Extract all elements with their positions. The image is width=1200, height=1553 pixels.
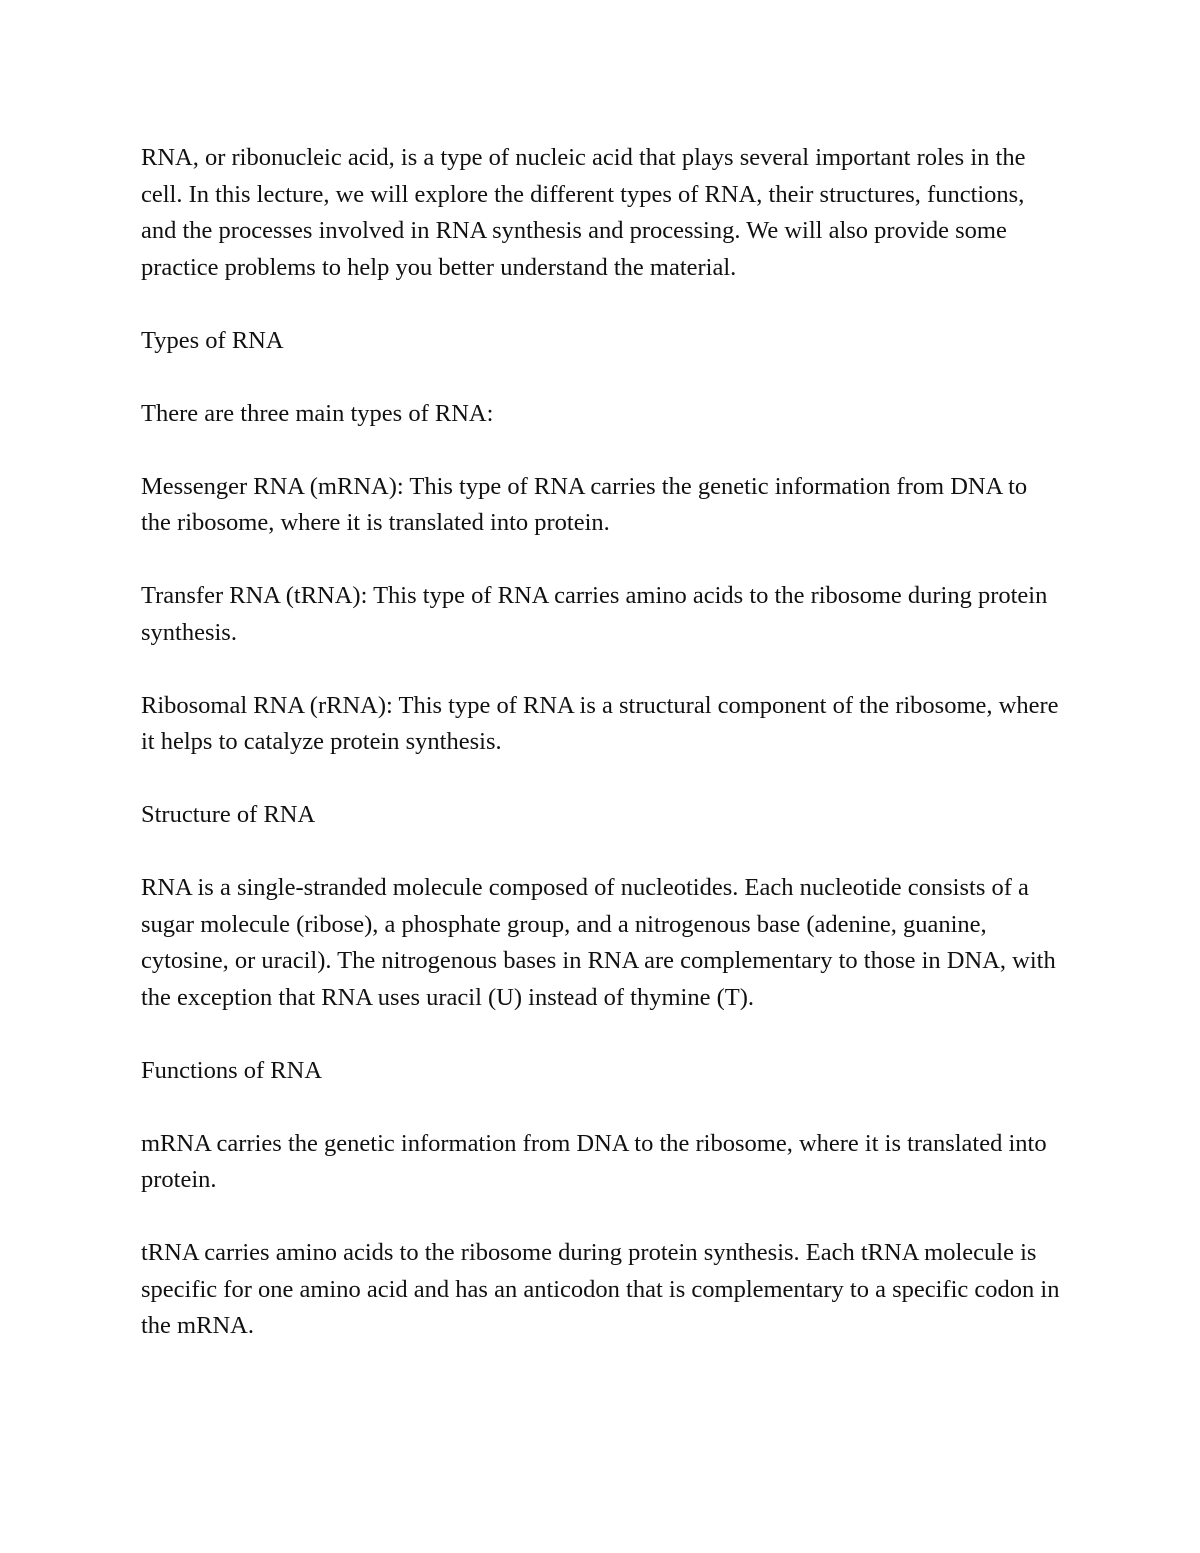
heading-functions-of-rna: Functions of RNA (141, 1056, 323, 1084)
heading-structure-of-rna: Structure of RNA (141, 801, 316, 828)
types-intro-paragraph: There are three main types of RNA: (141, 399, 494, 427)
trna-paragraph: Transfer RNA (tRNA): This type of RNA carries amino acids to the ribosome during protein synthesis. (141, 582, 1048, 646)
rrna-paragraph: Ribosomal RNA (rRNA): This type of RNA is a structural component of the ribosome, where it helps to catalyze protein synthesis. (141, 691, 1059, 755)
document-body (141, 140, 1061, 1345)
mrna-paragraph: Messenger RNA (mRNA): This type of RNA carries the genetic information from DNA to the ribosome, where it is translated into protein. (141, 472, 1028, 536)
heading-types-of-rna: Types of RNA (141, 326, 284, 354)
trna-function-paragraph: tRNA carries amino acids to the ribosome during protein synthesis. Each tRNA molecule is specific for one amino acid and has an anticodon that is complementary to a specific codon in the mRNA. (141, 1239, 1060, 1339)
mrna-function-paragraph: mRNA carries the genetic information from DNA to the ribosome, where it is translated into protein. (141, 1129, 1047, 1193)
structure-paragraph: RNA is a single-stranded molecule composed of nucleotides. Each nucleotide consists of a sugar molecule (ribose), a phosphate group, and a nitrogenous base (adenine, guanine, cytosine, or uracil). The nitrogenous bases in RNA are complementary to those in DNA, with the exception that RNA uses uracil (U) instead of thymine (T). (141, 874, 1056, 1011)
intro-paragraph: RNA, or ribonucleic acid, is a type of nucleic acid that plays several important roles in the cell. In this lecture, we will explore the different types of RNA, their structures, functions, and the processes involved in RNA synthesis and processing. We will also provide some practice problems to help you better understand the material. (141, 144, 1026, 281)
